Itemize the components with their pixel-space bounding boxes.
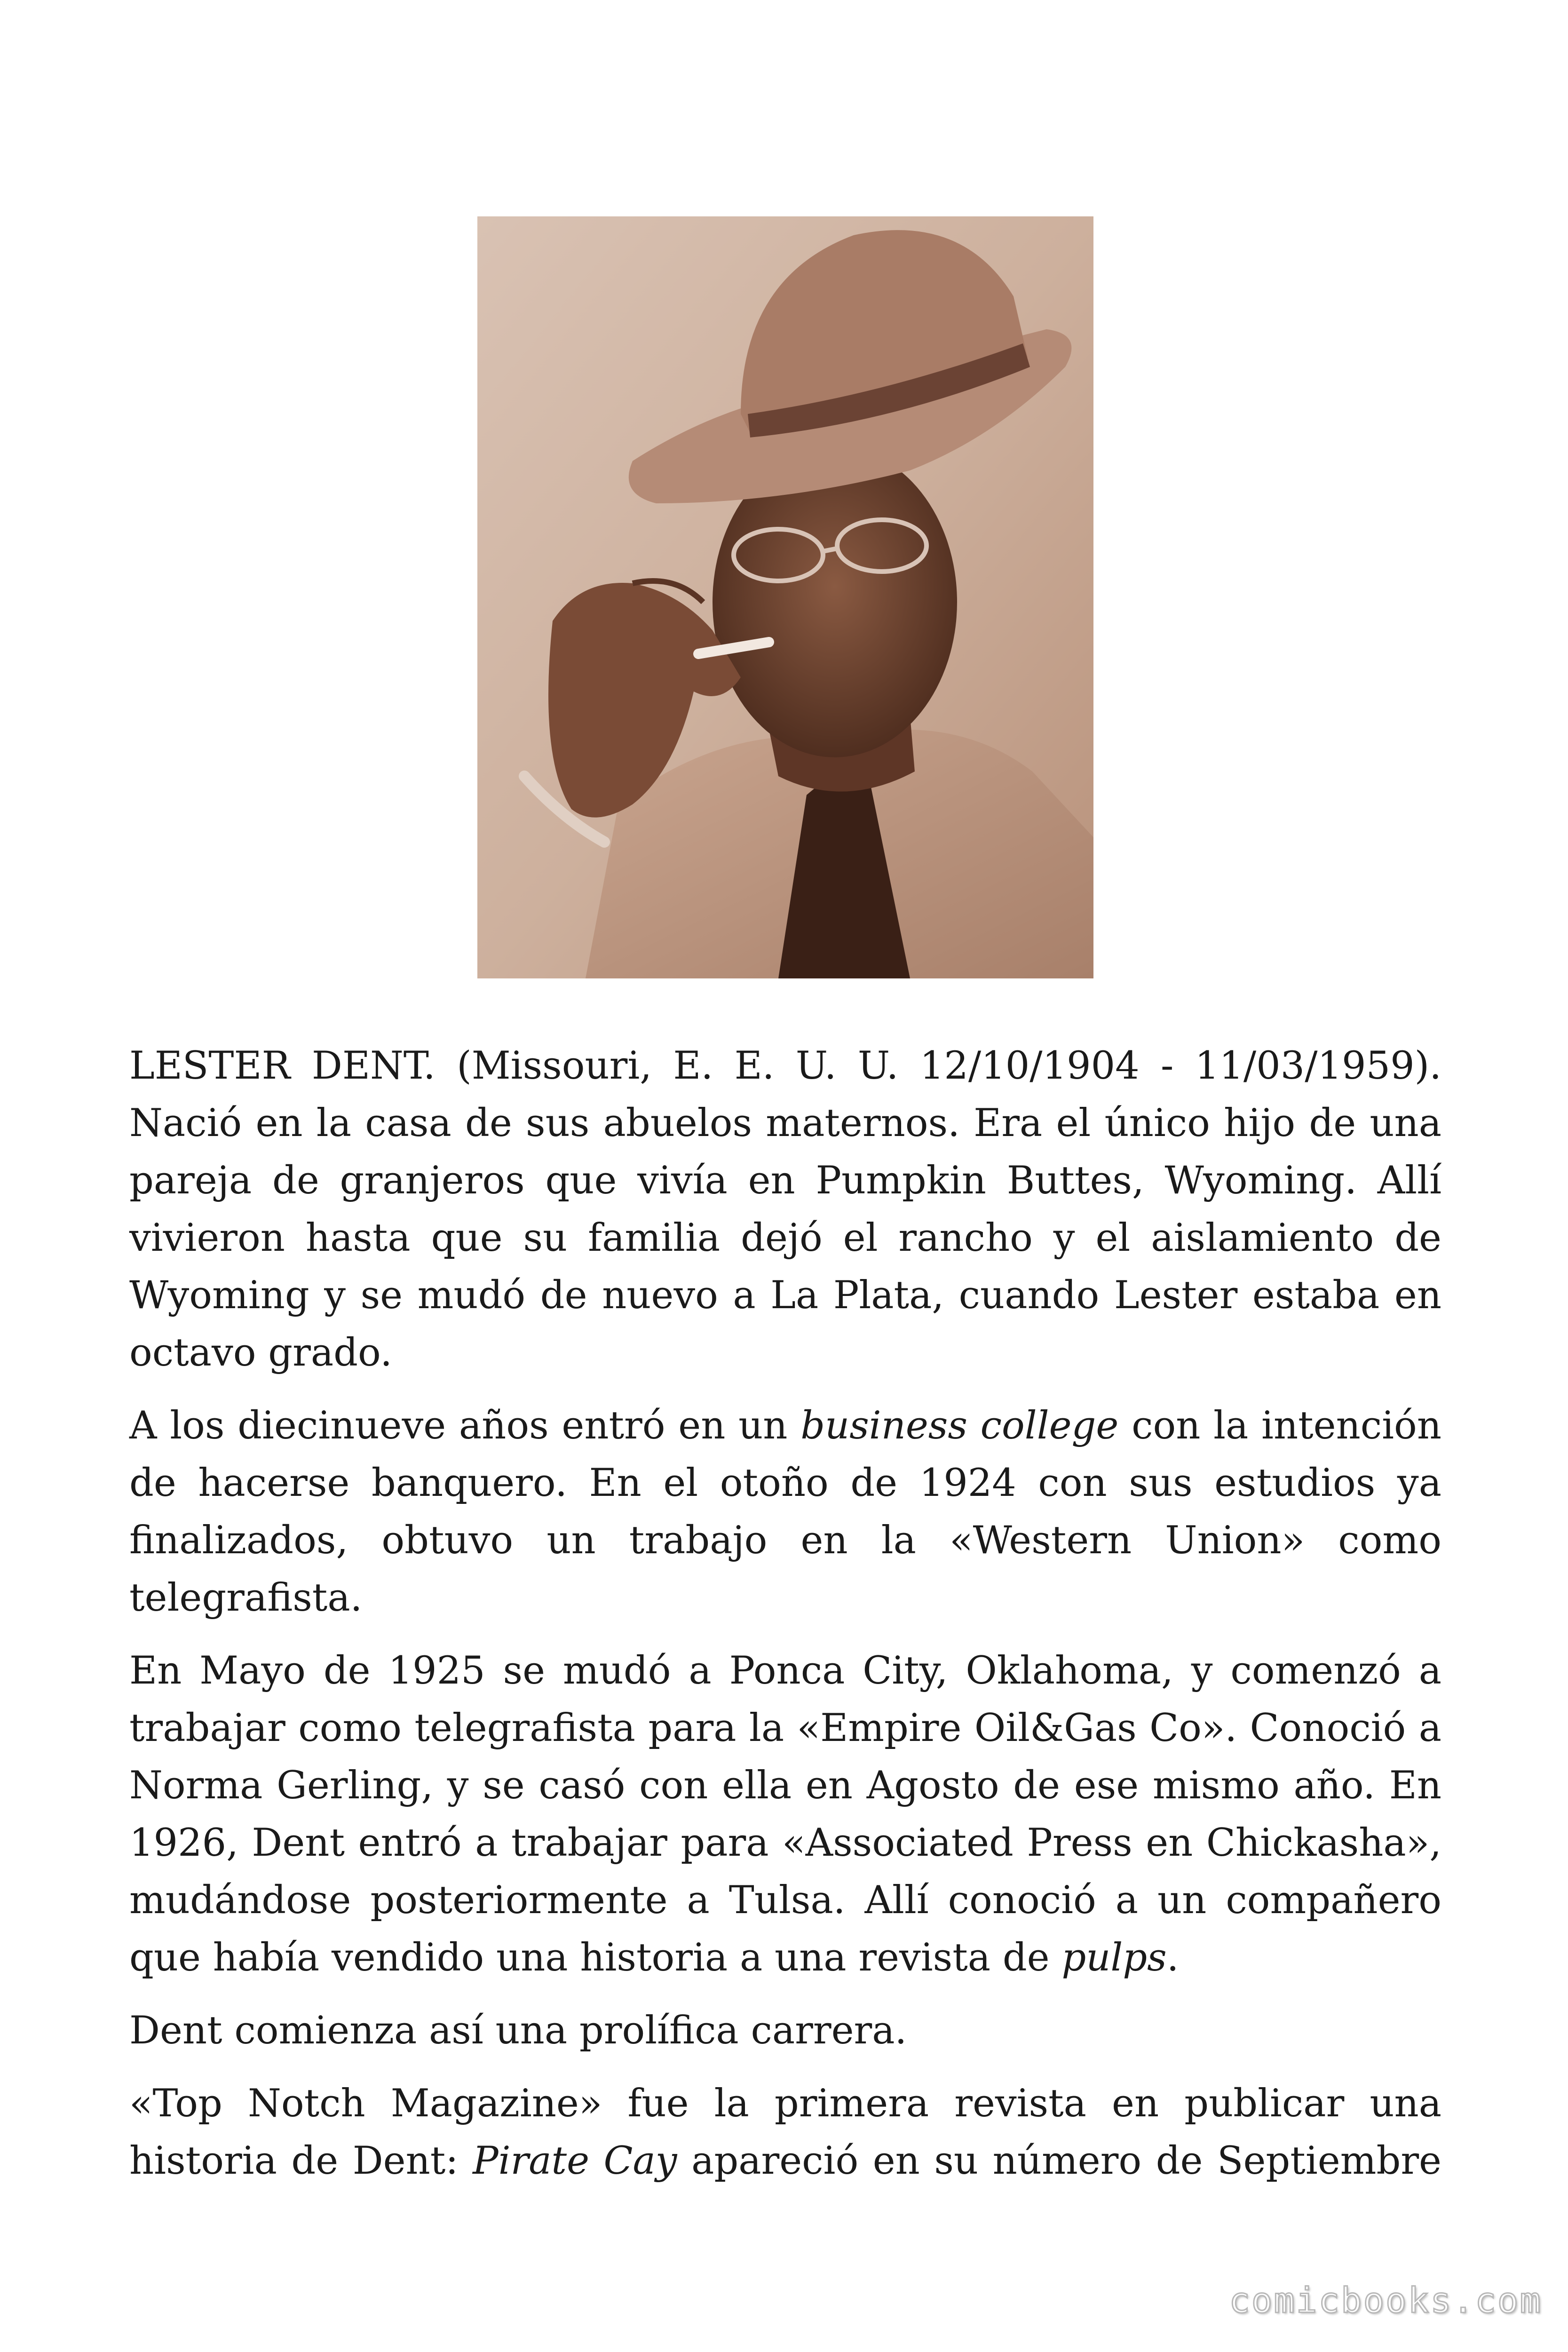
text-run: .	[1166, 1936, 1179, 1980]
author-portrait	[477, 216, 1093, 978]
italic-text: Pirate Cay	[473, 2139, 677, 2183]
text-run: LESTER DENT. (Missouri, E. E. U. U. 12/10/1904 - 11/03/1959). Nació en la casa de sus abuelos maternos. Era el único hijo de una pareja de granjeros que vivía en Pumpkin Buttes, Wyoming. Allí vivieron hasta que su familia dejó el rancho y el aislamiento de Wyoming y se mudó de nuevo a La Plata, cuando Lester estaba en octavo grado.	[129, 1044, 1441, 1375]
paragraph-2	[129, 1397, 1441, 1627]
text-run: En Mayo de 1925 se mudó a Ponca City, Oklahoma, y comenzó a trabajar como telegrafista para la «Empire Oil&Gas Co». Conoció a Norma Gerling, y se casó con ella en Agosto de ese mismo año. En 1926, Dent entró a trabajar para «Associated Press en Chickasha», mudándose posteriormente a Tulsa. Allí conoció a un compañero que había vendido una historia a una revista de	[129, 1649, 1441, 1980]
paragraph-1	[129, 1037, 1441, 1382]
paragraph-5	[129, 2075, 1441, 2190]
author-portrait-photo-icon	[477, 216, 1093, 978]
italic-text: pulps	[1061, 1936, 1167, 1980]
biography-text	[129, 1037, 1441, 2190]
paragraph-3	[129, 1642, 1441, 1986]
text-run: apareció en su número de Septiembre	[677, 2139, 1441, 2183]
paragraph-4	[129, 2002, 1441, 2059]
text-run: con la intención de hacerse banquero. En el otoño de 1924 con sus estudios ya finalizados, obtuvo un trabajo en la «Western Union» como telegrafista.	[129, 1404, 1441, 1620]
text-run: Dent comienza así una prolífica carrera.	[129, 2009, 907, 2053]
italic-text: business college	[800, 1404, 1119, 1448]
watermark: comicbooks.com	[1229, 2280, 1542, 2321]
text-run: «Top Notch Magazine» fue la primera revista en publicar una historia de Dent:	[129, 2082, 1441, 2183]
text-run: A los diecinueve años entró en un	[129, 1404, 801, 1448]
